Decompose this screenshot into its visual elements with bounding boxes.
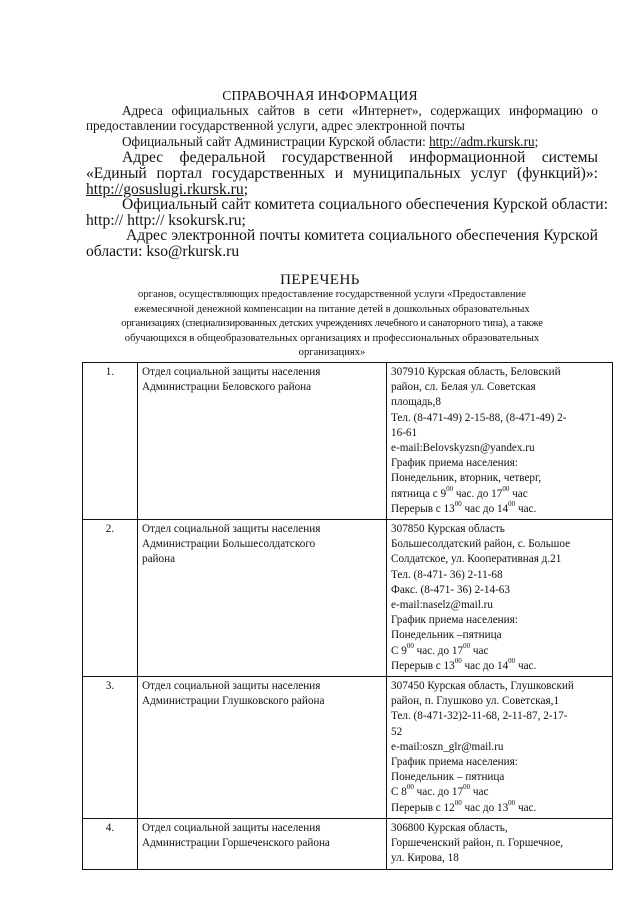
phone: Тел. (8-471-49) 2-15-88, (8-471-49) 2- [391, 411, 567, 424]
row-number: 3. [83, 677, 138, 819]
table-row [83, 677, 613, 819]
organization-name: Отдел социальной защиты населения Администрации Беловского района [138, 363, 387, 520]
table-row [83, 818, 613, 869]
fax: Факс. (8-471- 36) 2-14-63 [391, 583, 510, 596]
admin-site-line: Официальный сайт Администрации Курской области: http://adm.rkursk.ru; [122, 134, 539, 149]
schedule-break: Перерыв с $13^{00}$ час до $14^{00}$ час. [391, 656, 537, 672]
committee-site-line-1: Официальный сайт комитета социального обеспечения Курской области: [122, 196, 608, 213]
admin-site-label: Официальный сайт Администрации Курской области: [122, 134, 430, 149]
committee-email-line-2: области: kso@rkursk.ru [86, 243, 240, 260]
committee-site-line-2: http:// http:// ksokursk.ru; [86, 212, 246, 229]
list-title: ПЕРЕЧЕНЬ [280, 272, 360, 288]
intro-line-2: предоставлении государственной услуги, адрес электронной почты [86, 118, 465, 133]
email-link[interactable]: e-mail:oszn_glr@mail.ru [391, 740, 504, 753]
schedule-break: Перерыв с $12^{00}$ час до $13^{00}$ час. [391, 798, 537, 814]
schedule-break: Перерыв с $13^{00}$ час до $14^{00}$ час. [391, 499, 537, 515]
row-number: 1. [83, 363, 138, 520]
address: 307450 Курская область, Глушковский [391, 680, 574, 693]
schedule-days: Понедельник, вторник, четверг, [391, 472, 542, 485]
contact-details: 307910 Курская область, Беловский район, сл. Белая ул. Советская площадь,8 Тел. (8-471-49) 2-15-88, (8-471-49) 2- 16-61 e-mail:Belovskyzsn@yandex.ru График приема населения: Понедельник, вторник, четверг, пятница с $9^{00}$ час. до $17^{00}$ час Перерыв с $13^{00}$ час до $14^{00}$ час. [387, 363, 613, 520]
portal-line-1: Адрес федеральной государственной информационной системы [122, 149, 598, 166]
organization-name: Отдел социальной защиты населения Администрации Горшеченского района [138, 818, 387, 869]
schedule-days: Понедельник –пятница [391, 629, 502, 642]
schedule-label: График приема населения: [391, 614, 518, 627]
schedule-hours: С $9^{00}$ час. до $17^{00}$ час [391, 641, 489, 657]
contact-details: 307850 Курская область Большесолдатский район, с. Большое Солдатское, ул. Кооперативная д.21 Тел. (8-471- 36) 2-11-68 Факс. (8-471- 36) 2-14-63 e-mail:naselz@mail.ru График приема населения: Понедельник –пятница С $9^{00}$ час. до $17^{00}$ час Перерыв с $13^{00}$ час до $14^{00}$ час. [387, 520, 613, 677]
schedule-days: Понедельник – пятница [391, 771, 505, 784]
page-title: СПРАВОЧНАЯ ИНФОРМАЦИЯ [222, 88, 418, 103]
row-number: 4. [83, 818, 138, 869]
schedule-label: График приема населения: [391, 756, 518, 769]
phone: Тел. (8-471-32)2-11-68, 2-11-87, 2-17- [391, 710, 568, 723]
table-row [83, 520, 613, 677]
schedule-hours: пятница с $9^{00}$ час. до $17^{00}$ час [391, 484, 528, 500]
email-link[interactable]: e-mail:Belovskyzsn@yandex.ru [391, 442, 535, 455]
organizations-table [82, 362, 613, 870]
admin-site-link[interactable]: http://adm.rkursk.ru [429, 134, 535, 149]
table-row [83, 363, 613, 520]
email-link[interactable]: e-mail:naselz@mail.ru [391, 599, 493, 612]
schedule-hours: С $8^{00}$ час. до $17^{00}$ час [391, 783, 489, 799]
portal-link-line: http://gosuslugi.rkursk.ru; [86, 181, 249, 198]
portal-line-2: «Единый портал государственных и муниципальных услуг (функций)»: [86, 165, 598, 182]
address: 307850 Курская область [391, 523, 505, 536]
row-number: 2. [83, 520, 138, 677]
address: 307910 Курская область, Беловский [391, 366, 561, 378]
portal-link[interactable]: http://gosuslugi.rkursk.ru [86, 181, 244, 198]
list-subtitle: органов, осуществляющих предоставление государственной услуги «Предоставление ежемесячной денежной компенсации на питание детей в дошкольных образовательных организациях (специализированных детских учреждениях лечебного и санаторного типа), а также обучающихся в общеобразовательных организациях и профессиональных образовательных организациях» [121, 289, 543, 359]
committee-email-line-1: Адрес электронной почты комитета социального обеспечения Курской [126, 227, 598, 244]
schedule-label: График приема населения: [391, 457, 518, 470]
organization-name: Отдел социальной защиты населения Администрации Большесолдатского района [138, 520, 387, 677]
contact-details: 306800 Курская область, Горшеченский район, п. Горшечное, ул. Кирова, 18 [387, 818, 613, 869]
intro-line-1: Адреса официальных сайтов в сети «Интернет», содержащих информацию о [122, 103, 598, 118]
contact-details: 307450 Курская область, Глушковский район, п. Глушково ул. Советская,1 Тел. (8-471-32)2-11-68, 2-11-87, 2-17- 52 e-mail:oszn_glr@mail.ru График приема населения: Понедельник – пятница С $8^{00}$ час. до $17^{00}$ час Перерыв с $12^{00}$ час до $13^{00}$ час. [387, 677, 613, 819]
address: 306800 Курская область, [391, 821, 508, 834]
organization-name: Отдел социальной защиты населения Администрации Глушковского района [138, 677, 387, 819]
phone: Тел. (8-471- 36) 2-11-68 [391, 568, 503, 581]
